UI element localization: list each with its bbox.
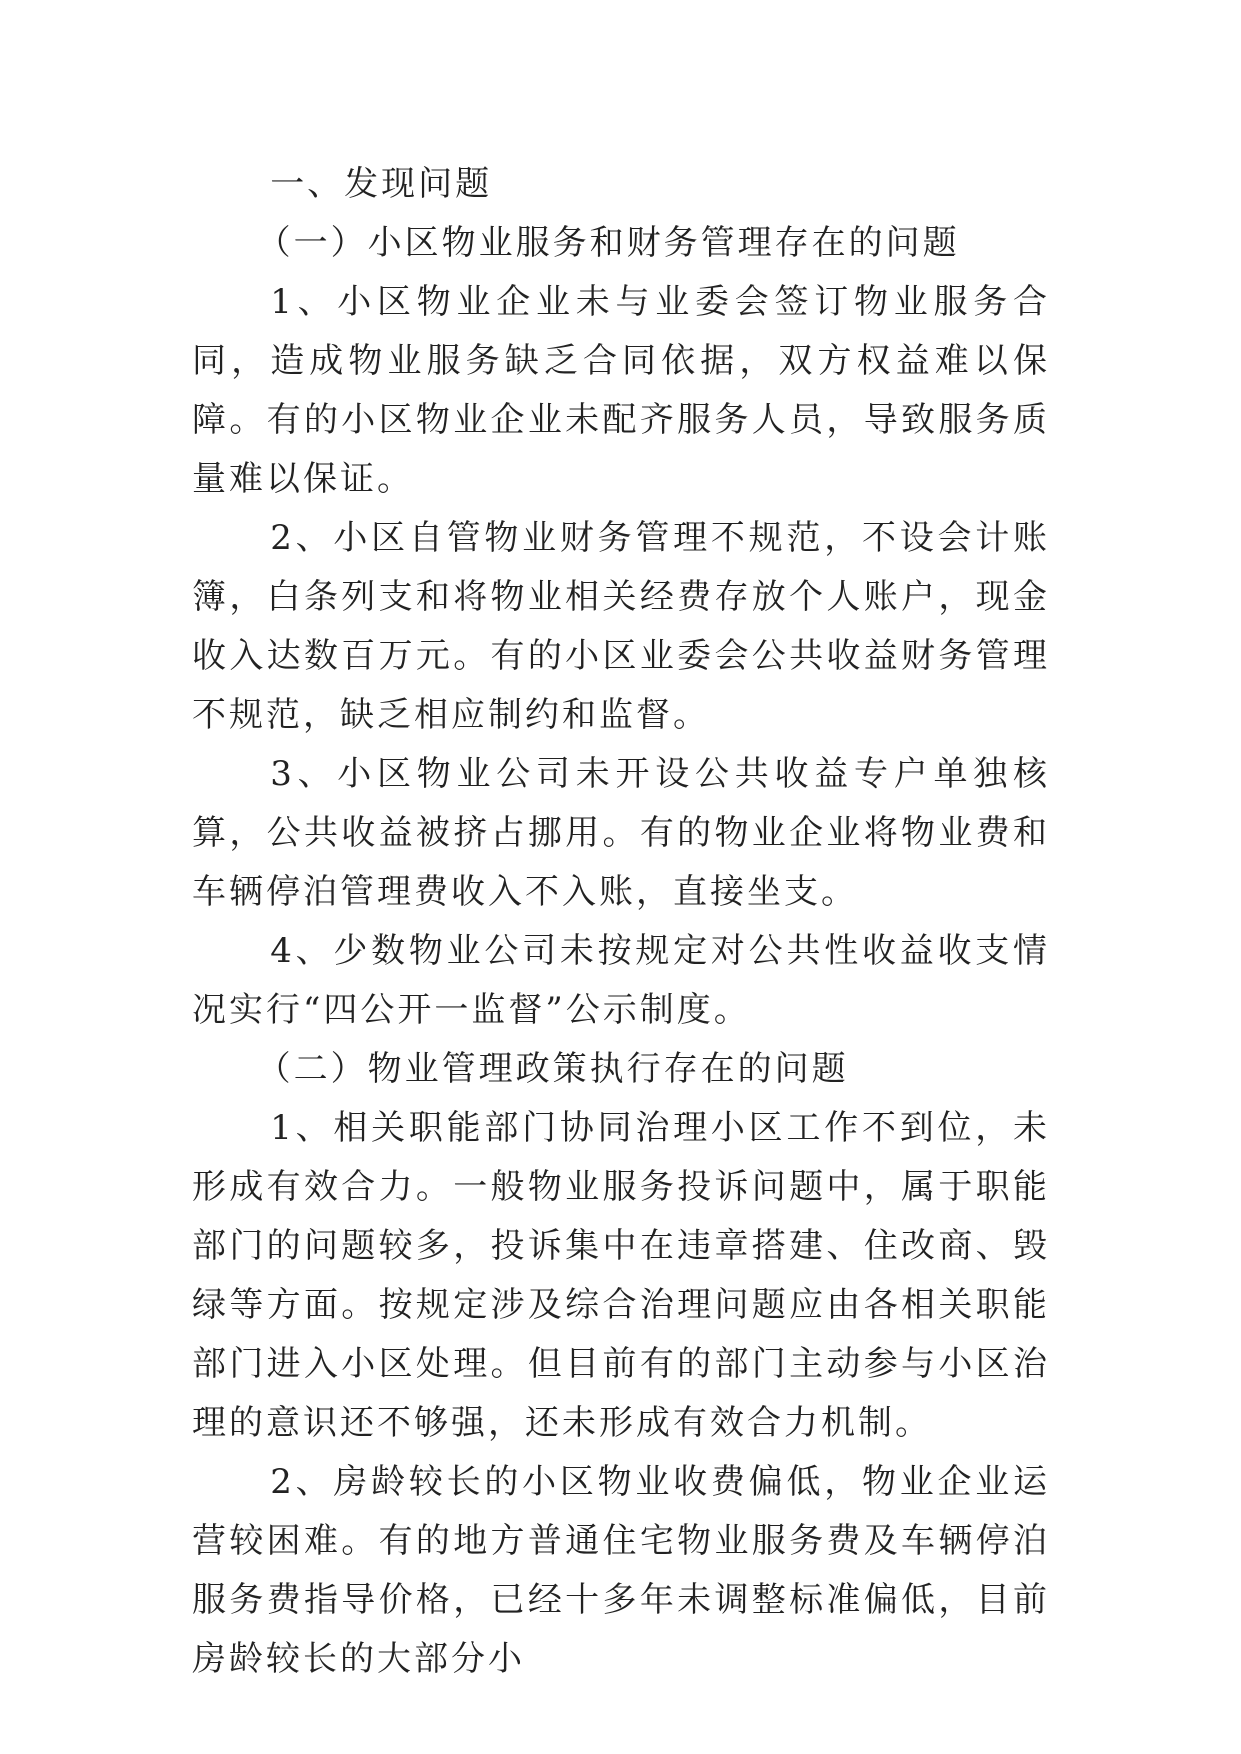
paragraph: 3、小区物业公司未开设公共收益专户单独核算，公共收益被挤占挪用。有的物业企业将物业费和车辆停泊管理费收入不入账，直接坐支。 [192, 754, 1050, 912]
paragraph: 1、小区物业企业未与业委会签订物业服务合同，造成物业服务缺乏合同依据，双方权益难以保障。有的小区物业企业未配齐服务人员，导致服务质量难以保证。 [192, 282, 1050, 499]
paragraph: 2、小区自管物业财务管理不规范，不设会计账簿，白条列支和将物业相关经费存放个人账户，现金收入达数百万元。有的小区业委会公共收益财务管理不规范，缺乏相应制约和监督。 [192, 518, 1050, 735]
document-body [192, 155, 1050, 1689]
subsection-title-1: （一）小区物业服务和财务管理存在的问题 [256, 223, 960, 263]
section-heading: 一、发现问题 [270, 164, 493, 204]
paragraph: 4、少数物业公司未按规定对公共性收益收支情况实行“四公开一监督”公示制度。 [192, 931, 1050, 1030]
paragraph: 2、房龄较长的小区物业收费偏低，物业企业运营较困难。有的地方普通住宅物业服务费及车辆停泊服务费指导价格，已经十多年未调整标准偏低，目前房龄较长的大部分小 [192, 1462, 1050, 1679]
paragraph: 1、相关职能部门协同治理小区工作不到位，未形成有效合力。一般物业服务投诉问题中，属于职能部门的问题较多，投诉集中在违章搭建、住改商、毁绿等方面。按规定涉及综合治理问题应由各相关职能部门进入小区处理。但目前有的部门主动参与小区治理的意识还不够强，还未形成有效合力机制。 [192, 1108, 1050, 1443]
subsection-title-2: （二）物业管理政策执行存在的问题 [256, 1049, 849, 1089]
